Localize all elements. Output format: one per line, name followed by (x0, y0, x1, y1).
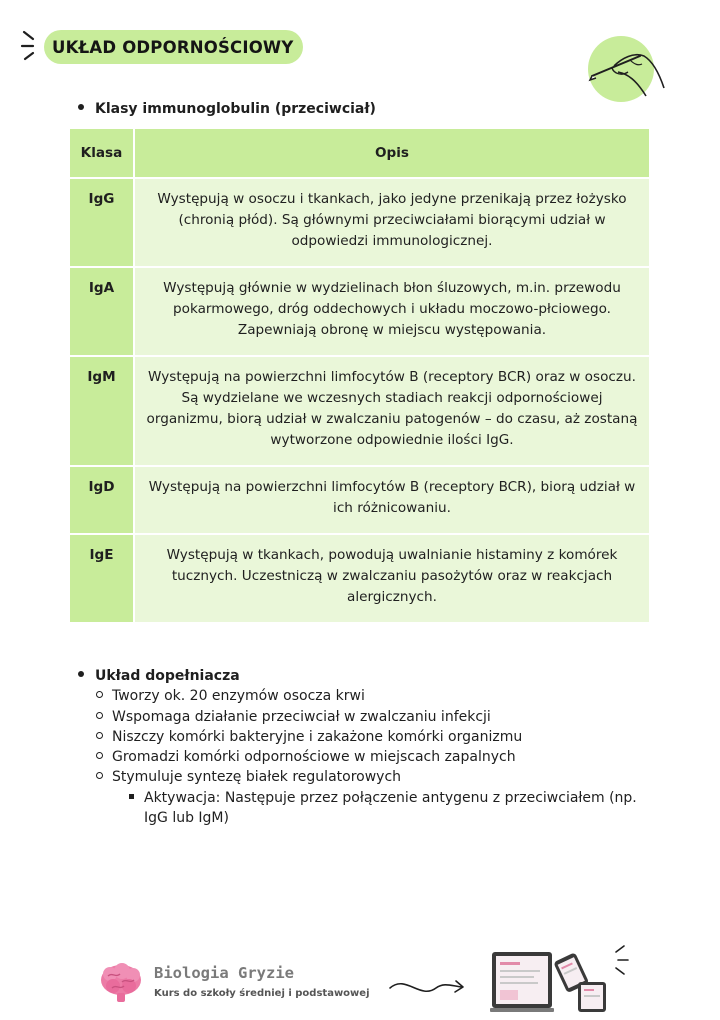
table-header-row (70, 129, 649, 178)
table-row (70, 267, 649, 356)
bullet-square (129, 794, 134, 799)
bullet-circle (96, 752, 103, 759)
list-item (78, 707, 637, 727)
complement-system-list (78, 666, 637, 828)
list-item-text: Wspomaga działanie przeciwciał w zwalczaniu infekcji (112, 708, 491, 725)
bullet-circle (96, 732, 103, 739)
bullet-circle (96, 691, 103, 698)
table-row (70, 534, 649, 622)
table-cell-class: IgD (70, 466, 134, 534)
list-item-text: Niszczy komórki bakteryjne i zakażone komórki organizmu (112, 728, 523, 745)
table-cell-description: Występują głównie w wydzielinach błon śluzowych, m.in. przewodu pokarmowego, dróg oddechowych i układu moczowo-płciowego. Zapewniają obronę w miejscu występowania. (134, 267, 649, 356)
table-cell-class: IgM (70, 356, 134, 466)
table-cell-description: Występują na powierzchni limfocytów B (receptory BCR) oraz w osoczu. Są wydzielane we wczesnych stadiach reakcji odpornościowej organizmu, biorą udział w zwalczaniu patogenów – do czasu, aż zostaną wytworzone odpowiednie ilości IgG. (134, 356, 649, 466)
immunoglobulin-table (70, 129, 649, 622)
table-cell-description: Występują w tkankach, powodują uwalnianie histaminy z komórek tucznych. Uczestniczą w zwalczaniu pasożytów oraz w reakcjach alergicznych. (134, 534, 649, 622)
section-immunoglobulins-heading: Klasy immunoglobulin (przeciwciał) (95, 101, 376, 117)
table-row (70, 466, 649, 534)
page-title-pill (44, 30, 303, 64)
table-header-class: Klasa (70, 129, 134, 178)
list-item-text: Stymuluje syntezę białek regulatorowych (112, 769, 402, 786)
page-title: UKŁAD ODPORNOŚCIOWY (52, 37, 294, 57)
bullet-dot (78, 104, 84, 110)
table-row (70, 178, 649, 267)
sub-list-item (78, 788, 637, 808)
curved-arrow-icon (386, 972, 468, 1002)
brand-tagline: Kurs do szkoły średniej i podstawowej (154, 988, 370, 999)
bullet-circle (96, 772, 103, 779)
sparkle-lines-icon (20, 28, 46, 68)
list-item-text: Gromadzi komórki odpornościowe w miejscach zapalnych (112, 749, 516, 766)
list-item (78, 686, 637, 706)
list-item-text: Tworzy ok. 20 enzymów osocza krwi (112, 688, 365, 705)
section-immunoglobulins-heading-row (78, 101, 376, 117)
section-complement-heading: Układ dopełniacza (95, 668, 240, 684)
table-cell-class: IgA (70, 267, 134, 356)
sub-list-item-text-continued: IgG lub IgM) (144, 810, 229, 827)
list-item (78, 727, 637, 747)
bullet-dot (78, 671, 84, 677)
table-cell-class: IgE (70, 534, 134, 622)
table-cell-description: Występują w osoczu i tkankach, jako jedyne przenikają przez łożysko (chronią płód). Są głównymi przeciwciałami biorącymi udział w odpowiedzi immunologicznej. (134, 178, 649, 267)
writing-hand-icon (584, 36, 668, 106)
sub-list-item-text: Aktywacja: Następuje przez połączenie antygenu z przeciwciałem (np. (144, 789, 637, 806)
list-item (78, 747, 637, 767)
section-complement-heading-row (78, 666, 637, 686)
brand-name: Biologia Gryzie (154, 964, 294, 982)
table-cell-description: Występują na powierzchni limfocytów B (receptory BCR), biorą udział w ich różnicowaniu. (134, 466, 649, 534)
brain-logo-icon (98, 962, 144, 1004)
table-header-description: Opis (134, 129, 649, 178)
table-cell-class: IgG (70, 178, 134, 267)
list-item (78, 767, 637, 787)
table-row (70, 356, 649, 466)
sub-list-item-continuation (78, 808, 637, 828)
bullet-circle (96, 712, 103, 719)
laptop-phone-tablet-icon (488, 944, 638, 1016)
